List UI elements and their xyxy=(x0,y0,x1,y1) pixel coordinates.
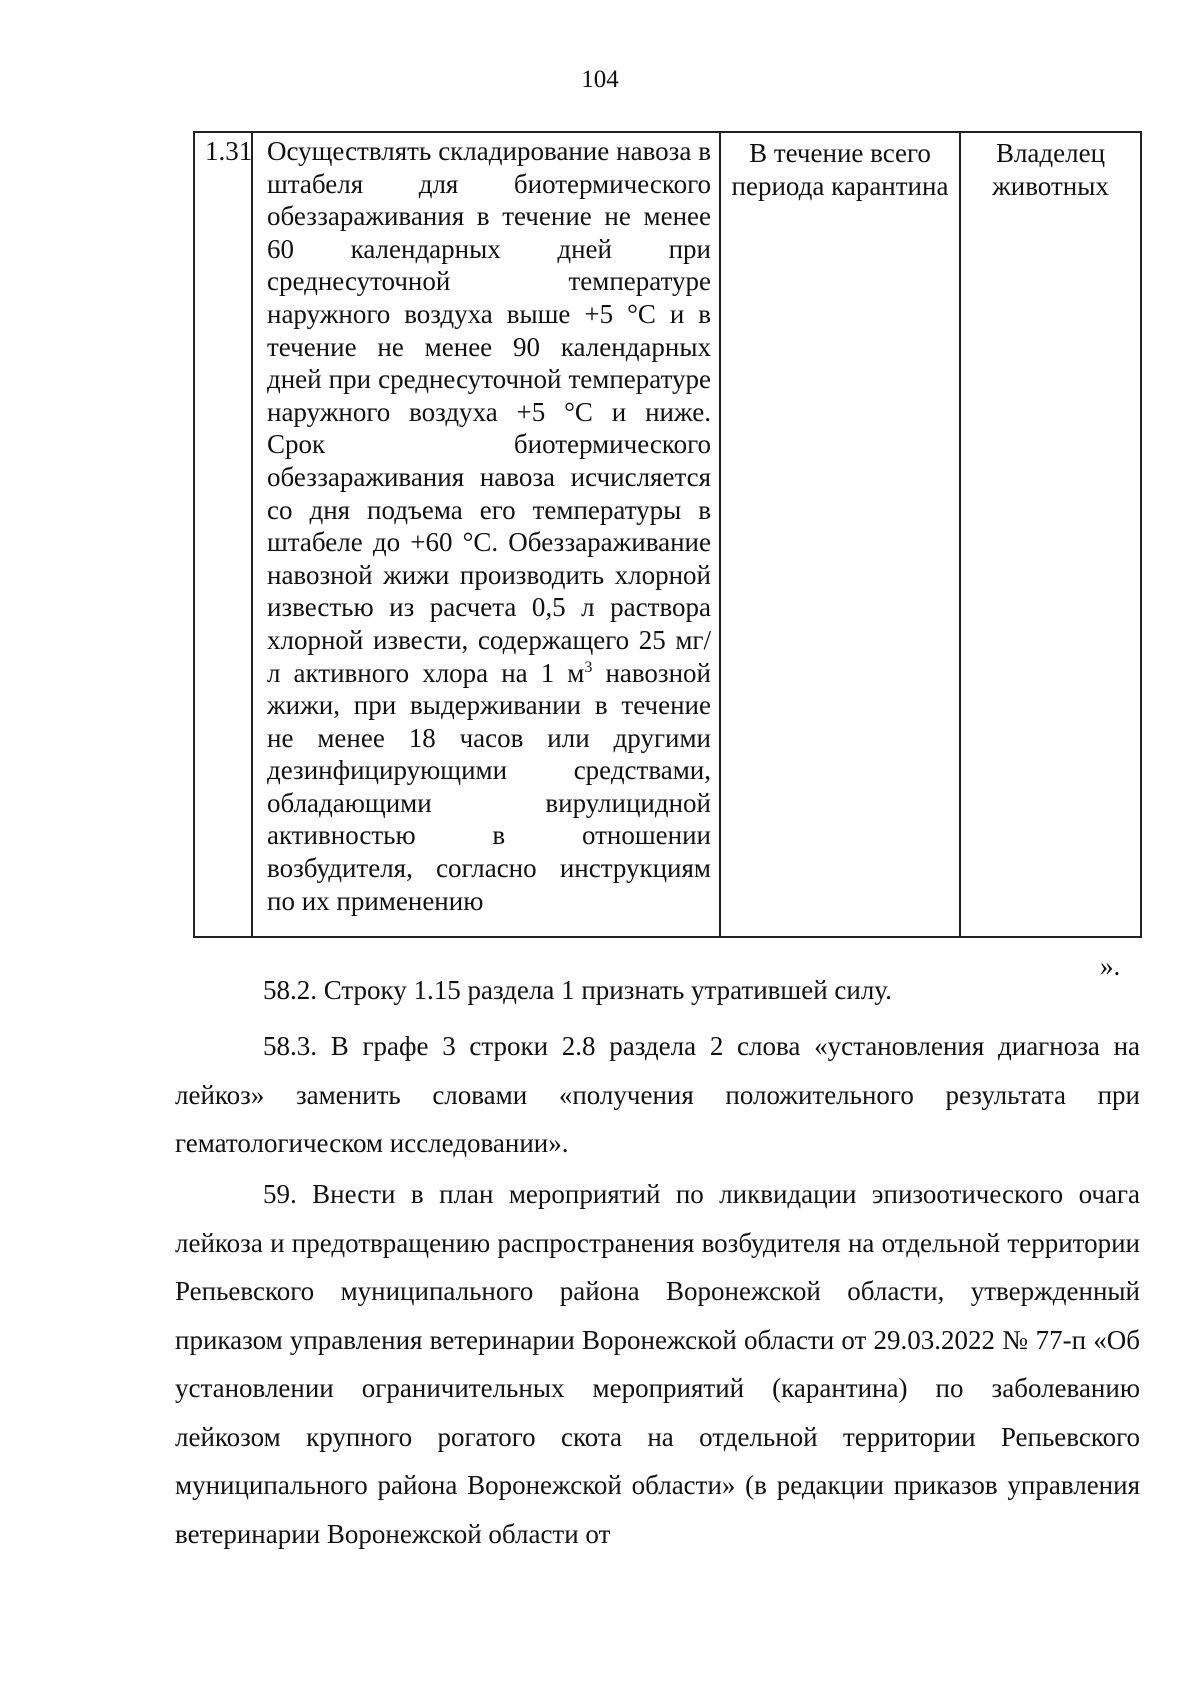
cubic-superscript: 3 xyxy=(584,658,593,676)
closing-quote: ». xyxy=(1100,951,1121,981)
paragraph-58-3: 58.3. В графе 3 строки 2.8 раздела 2 слова «установления диагноза на лейкоз» заменить словами «получения положительного результата при гематологическом исследовании». xyxy=(175,1031,1140,1158)
measures-table xyxy=(193,131,1142,938)
measure-text-part-1: Осуществлять складирование навоза в штабеля для биотермического обеззараживания в течение не менее 60 календарных дней при среднесуточной температуре наружного воздуха выше +5 °С и в течение не менее 90 календарных дней при среднесуточной температуре наружного воздуха +5 °С и ниже. Срок биотермического обеззараживания навоза исчисляется со дня подъема его температуры в штабеле до +60 °С. Обеззараживание навозной жижи производить хлорной известью из расчета 0,5 л раствора хлорной извести, содержащего 25 мг/л активного хлора на 1 м xyxy=(267,136,711,688)
table-row xyxy=(194,132,1141,937)
measure-description-cell xyxy=(252,132,720,937)
responsible-cell: Владелец животных xyxy=(960,132,1141,937)
paragraph-58-2: 58.2. Строку 1.15 раздела 1 признать утратившей силу. xyxy=(263,975,892,1005)
page-number: 104 xyxy=(581,66,619,93)
period-cell: В течение всего периода карантина xyxy=(720,132,960,937)
paragraph-59: 59. Внести в план мероприятий по ликвидации эпизоотического очага лейкоза и предотвращению распространения возбудителя на отдельной территории Репьевского муниципального района Воронежской области, утвержденный приказом управления ветеринарии Воронежской области от 29.03.2022 № 77-п «Об установлении ограничительных мероприятий (карантина) по заболеванию лейкозом крупного рогатого скота на отдельной территории Репьевского муниципального района Воронежской области» (в редакции приказов управления ветеринарии Воронежской области от xyxy=(175,1179,1140,1549)
measure-text-part-2: навозной жижи, при выдерживании в течение не менее 18 часов или другими дезинфицирующими средствами, обладающими вирулицидной активностью в отношении возбудителя, согласно инструкциям по их применению xyxy=(267,657,712,916)
row-number-cell: 1.31 xyxy=(194,132,252,937)
